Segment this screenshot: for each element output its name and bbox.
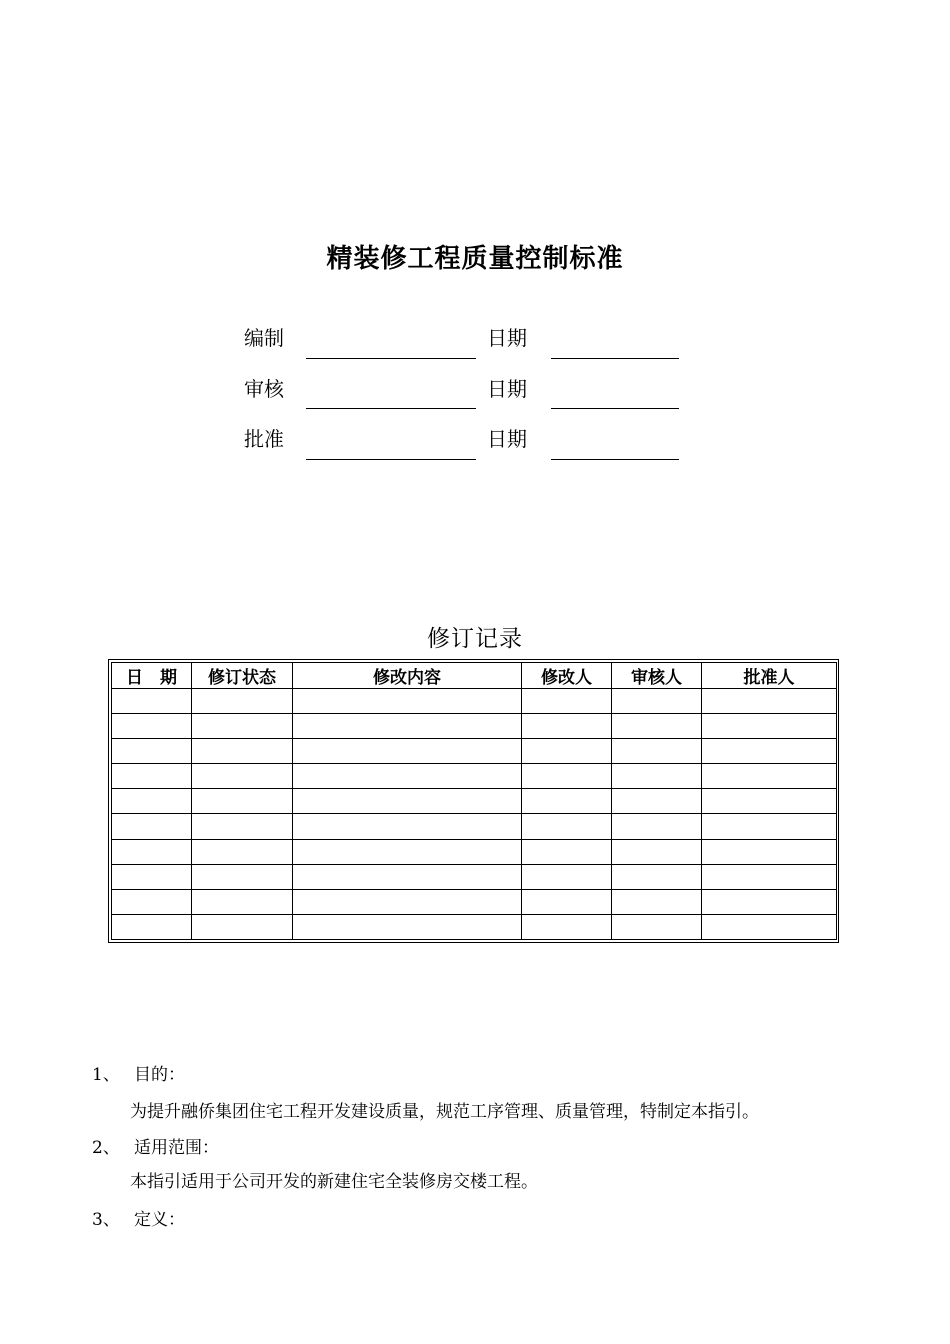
table-cell bbox=[112, 739, 192, 764]
table-row bbox=[112, 789, 837, 814]
table-cell bbox=[702, 764, 837, 789]
table-cell bbox=[293, 839, 522, 864]
table-cell bbox=[702, 714, 837, 739]
table-row bbox=[112, 739, 837, 764]
table-cell bbox=[192, 689, 293, 714]
table-cell bbox=[293, 814, 522, 839]
header-revision-status: 修订状态 bbox=[192, 663, 293, 689]
header-change-content: 修改内容 bbox=[293, 663, 522, 689]
revision-table bbox=[111, 662, 837, 940]
signoff-role-label: 编制 bbox=[244, 326, 284, 350]
signoff-row-compile bbox=[0, 322, 950, 372]
table-cell bbox=[112, 714, 192, 739]
signoff-date-label: 日期 bbox=[487, 427, 527, 451]
table-row bbox=[112, 864, 837, 889]
table-cell bbox=[522, 914, 612, 939]
signoff-date-label: 日期 bbox=[487, 377, 527, 401]
table-cell bbox=[522, 814, 612, 839]
table-cell bbox=[612, 889, 702, 914]
document-title: 精装修工程质量控制标准 bbox=[326, 244, 624, 274]
section-3-heading: 定义： bbox=[134, 1210, 185, 1230]
table-cell bbox=[293, 889, 522, 914]
table-cell bbox=[112, 814, 192, 839]
table-cell bbox=[112, 689, 192, 714]
table-cell bbox=[522, 764, 612, 789]
table-cell bbox=[612, 714, 702, 739]
signoff-date-line bbox=[551, 408, 679, 409]
section-2-body: 本指引适用于公司开发的新建住宅全装修房交楼工程。 bbox=[130, 1172, 538, 1192]
section-2-heading: 适用范围： bbox=[134, 1138, 219, 1158]
table-row bbox=[112, 714, 837, 739]
table-cell bbox=[702, 914, 837, 939]
table-cell bbox=[522, 864, 612, 889]
table-cell bbox=[522, 739, 612, 764]
table-cell bbox=[112, 914, 192, 939]
table-cell bbox=[192, 789, 293, 814]
signoff-role-label: 批准 bbox=[244, 427, 284, 451]
table-cell bbox=[112, 889, 192, 914]
section-1-body: 为提升融侨集团住宅工程开发建设质量，规范工序管理、质量管理，特制定本指引。 bbox=[130, 1102, 759, 1122]
table-cell bbox=[612, 764, 702, 789]
table-cell bbox=[612, 914, 702, 939]
table-cell bbox=[702, 889, 837, 914]
header-modifier: 修改人 bbox=[522, 663, 612, 689]
header-approver: 批准人 bbox=[702, 663, 837, 689]
table-cell bbox=[702, 789, 837, 814]
signoff-name-line bbox=[306, 408, 476, 409]
section-3-number: 3、 bbox=[92, 1210, 120, 1230]
table-cell bbox=[522, 889, 612, 914]
table-cell bbox=[293, 764, 522, 789]
signoff-date-line bbox=[551, 459, 679, 460]
table-cell bbox=[112, 864, 192, 889]
section-1-number: 1、 bbox=[92, 1065, 120, 1085]
table-cell bbox=[192, 714, 293, 739]
table-cell bbox=[293, 914, 522, 939]
table-cell bbox=[192, 889, 293, 914]
signoff-row-approve bbox=[0, 423, 950, 473]
table-cell bbox=[702, 739, 837, 764]
signoff-role-label: 审核 bbox=[244, 377, 284, 401]
table-cell bbox=[522, 789, 612, 814]
table-cell bbox=[612, 689, 702, 714]
table-cell bbox=[702, 864, 837, 889]
table-cell bbox=[702, 814, 837, 839]
table-cell bbox=[522, 689, 612, 714]
table-cell bbox=[112, 839, 192, 864]
table-cell bbox=[192, 839, 293, 864]
table-cell bbox=[192, 814, 293, 839]
table-cell bbox=[293, 689, 522, 714]
table-cell bbox=[612, 789, 702, 814]
signoff-date-line bbox=[551, 358, 679, 359]
section-1-heading: 目的： bbox=[134, 1065, 185, 1085]
signoff-row-review bbox=[0, 373, 950, 423]
revision-record-title: 修订记录 bbox=[427, 626, 523, 652]
header-date: 日 期 bbox=[112, 663, 192, 689]
table-cell bbox=[192, 914, 293, 939]
table-cell bbox=[702, 839, 837, 864]
table-row bbox=[112, 814, 837, 839]
table-cell bbox=[612, 839, 702, 864]
table-cell bbox=[702, 689, 837, 714]
table-cell bbox=[293, 714, 522, 739]
table-cell bbox=[612, 864, 702, 889]
table-cell bbox=[522, 714, 612, 739]
table-cell bbox=[112, 764, 192, 789]
table-cell bbox=[192, 864, 293, 889]
revision-table-header-row bbox=[112, 663, 837, 689]
table-cell bbox=[293, 864, 522, 889]
table-row bbox=[112, 689, 837, 714]
table-cell bbox=[293, 739, 522, 764]
table-cell bbox=[192, 739, 293, 764]
table-cell bbox=[192, 764, 293, 789]
table-row bbox=[112, 764, 837, 789]
table-cell bbox=[293, 789, 522, 814]
revision-table-body bbox=[112, 689, 837, 940]
revision-table-frame bbox=[108, 659, 839, 943]
header-reviewer: 审核人 bbox=[612, 663, 702, 689]
signoff-date-label: 日期 bbox=[487, 326, 527, 350]
table-row bbox=[112, 914, 837, 939]
table-cell bbox=[612, 814, 702, 839]
table-row bbox=[112, 889, 837, 914]
section-2-number: 2、 bbox=[92, 1138, 120, 1158]
table-cell bbox=[522, 839, 612, 864]
table-cell bbox=[612, 739, 702, 764]
signoff-name-line bbox=[306, 358, 476, 359]
table-row bbox=[112, 839, 837, 864]
signoff-name-line bbox=[306, 459, 476, 460]
table-cell bbox=[112, 789, 192, 814]
